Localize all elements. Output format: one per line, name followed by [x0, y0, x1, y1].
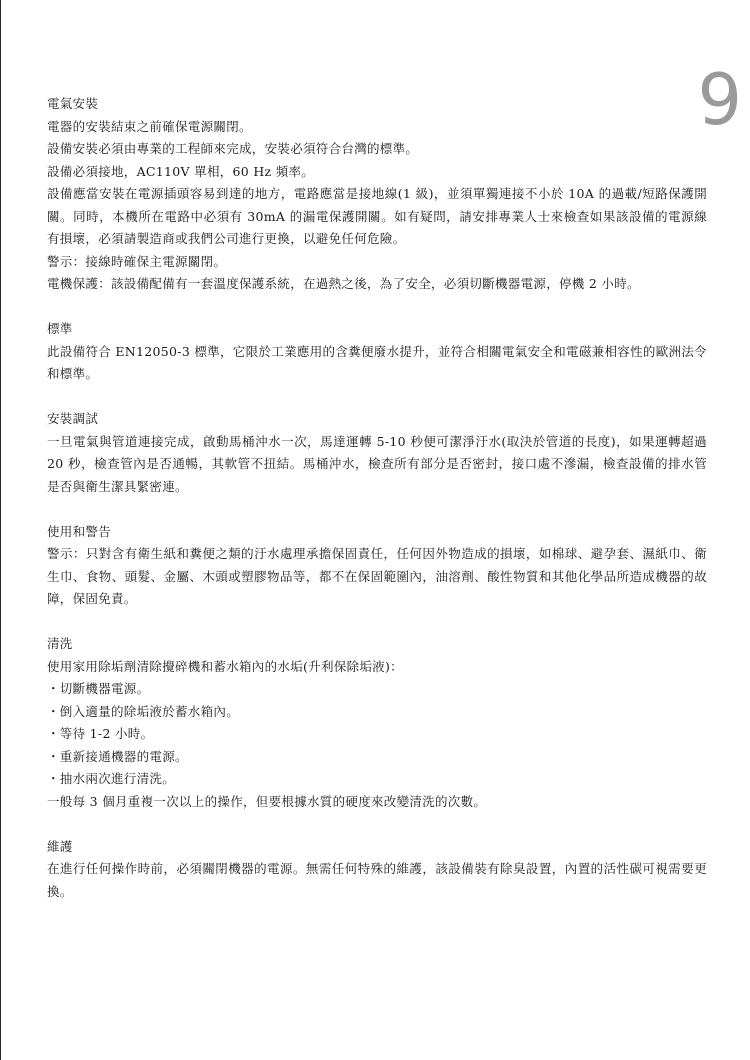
section-heading: 清洗 — [47, 636, 73, 651]
paragraph: 使用家用除垢劑清除攪碎機和蓄水箱內的水垢(升利保除垢液)： — [47, 658, 403, 674]
page-left-border — [0, 0, 1, 1060]
list-item: ・切斷機器電源。 — [47, 681, 150, 696]
paragraph: 一般每 3 個月重複一次以上的操作，但要根據水質的硬度來改變清洗的次數。 — [47, 793, 487, 809]
section-installation-commissioning — [47, 408, 707, 498]
section-heading: 維護 — [47, 838, 73, 854]
list-item: ・等待 1-2 小時。 — [47, 726, 154, 741]
document-body — [47, 93, 707, 926]
paragraph: 設備應當安裝在電源插頭容易到達的地方，電路應當是接地線(1 級)，並須單獨連接不小於 10A 的過載/短路保護開關。同時，本機所在電路中必須有 30mA 的漏電保護開關。如有疑問，請安排專業人士來檢查如果該設備的電源線有損壞，必須請製造商或我們公司進行更換，以避免任何危險。 — [47, 186, 707, 246]
section-usage-warning — [47, 521, 707, 611]
section-heading: 使用和警告 — [47, 523, 112, 539]
paragraph: 電機保護：該設備配備有一套溫度保護系統，在過熱之後，為了安全，必須切斷機器電源，停機 2 小時。 — [47, 276, 640, 291]
page-number: 9 — [697, 59, 742, 141]
paragraph: 設備安裝必須由專業的工程師來完成，安裝必須符合台灣的標準。 — [47, 141, 419, 156]
section-heading: 標準 — [47, 321, 73, 336]
section-cleaning — [47, 633, 707, 813]
paragraph: 警示：只對含有衛生紙和糞便之類的汙水處理承擔保固責任，任何因外物造成的損壞，如棉球、避孕套、濕紙巾、衛生巾、食物、頭髮、金屬、木頭或塑膠物品等，都不在保固範圍內，油溶劑、酸性物質和其他化學品所造成機器的故障，保固免責。 — [47, 546, 707, 606]
section-electrical-installation — [47, 93, 707, 296]
paragraph: 警示：接線時確保主電源關閉。 — [47, 253, 227, 269]
paragraph: 電器的安裝結束之前確保電源關閉。 — [47, 118, 252, 134]
paragraph: 一旦電氣與管道連接完成，啟動馬桶沖水一次，馬達運轉 5-10 秒便可潔淨汙水(取決於管道的長度)，如果運轉超過 20 秒，檢查管內是否通暢，其軟管不扭結。馬桶沖水，檢查所有部分是否密封，接口處不滲漏，檢查設備的排水管是否與衛生潔具緊密連。 — [47, 433, 707, 494]
paragraph: 在進行任何操作時前，必須關閉機器的電源。無需任何特殊的維護，該設備裝有除臭設置，內置的活性碳可視需要更換。 — [47, 861, 707, 899]
section-heading: 安裝調試 — [47, 411, 99, 426]
section-heading: 電氣安裝 — [47, 96, 99, 111]
paragraph: 設備必須接地，AC110V 單相，60 Hz 頻率。 — [47, 163, 315, 179]
paragraph: 此設備符合 EN12050-3 標準，它限於工業應用的含糞便廢水提升，並符合相關電氣安全和電磁兼相容性的歐洲法令和標準。 — [47, 343, 707, 381]
list-item: ・重新接通機器的電源。 — [47, 748, 188, 764]
section-maintenance — [47, 836, 707, 904]
list-item: ・倒入適量的除垢液於蓄水箱內。 — [47, 703, 240, 719]
list-item: ・抽水兩次進行清洗。 — [47, 771, 176, 786]
section-standard — [47, 318, 707, 386]
